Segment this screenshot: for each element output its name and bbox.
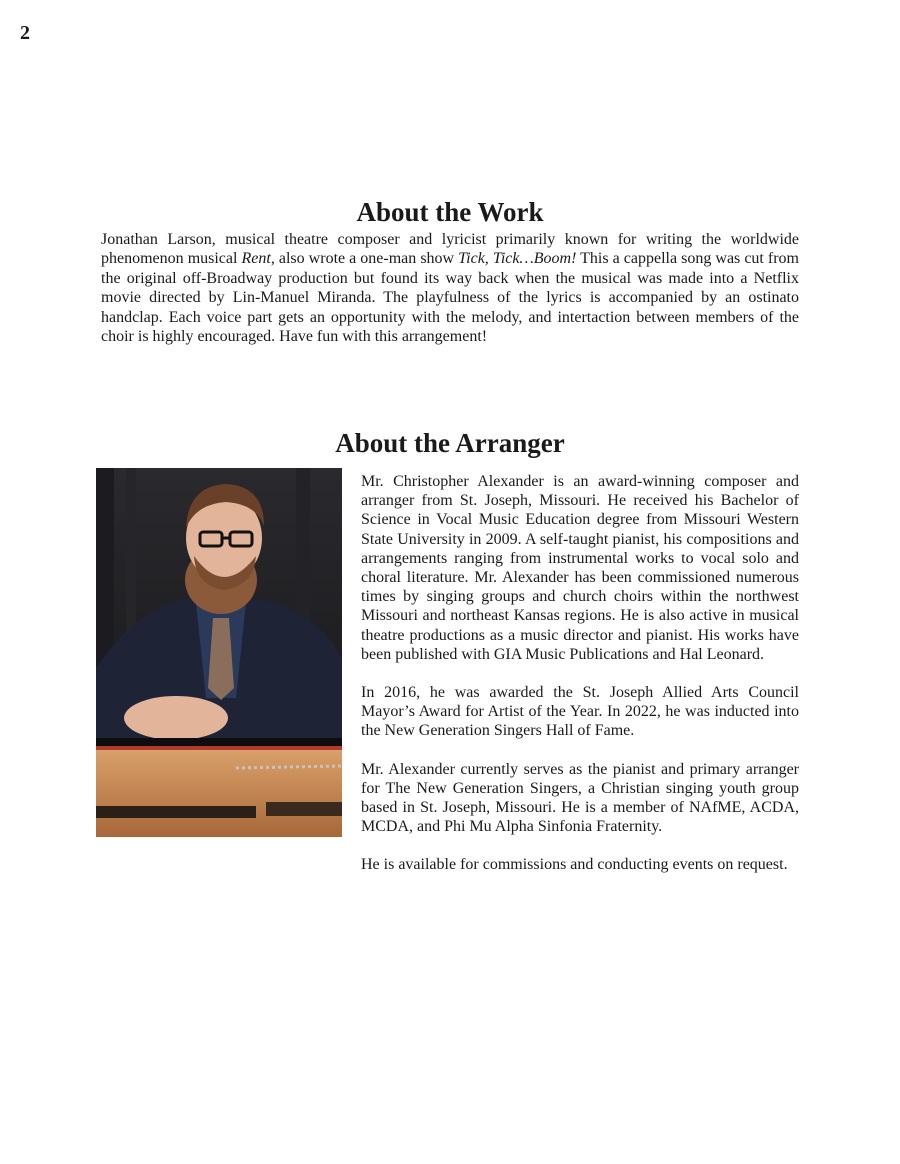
bio-paragraph-1: Mr. Christopher Alexander is an award-winning composer and arranger from St. Joseph, Missouri. He received his Bachelor of Science in Vocal Music Education degree from Missouri Western State University in 2009. A self-taught pianist, his compositions and arrangements ranging from instrumental works to vocal solo and choral literature. Mr. Alexander has been commissioned numerous times by singing groups and church choirs within the northwest Missouri and northeast Kansas regions. He is also active in musical theatre productions as a music director and pianist. His works have been published with GIA Music Publications and Hal Leonard. bbox=[361, 473, 799, 663]
page-number: 2 bbox=[20, 22, 30, 44]
about-work-text-1: Jonathan Larson, musical theatre composer and lyricist primarily known for writing the worldwide phenomenon musical bbox=[101, 231, 799, 268]
about-work-heading: About the Work bbox=[356, 197, 544, 227]
about-arranger-heading: About the Arranger bbox=[335, 428, 565, 458]
about-work-text-3: This a cappella song was cut from the original off-Broadway production but found its way back when the musical was made into a Netflix movie directed by Lin-Manuel Miranda. The playfulness of the lyrics is accompanied by an ostinato handclap. Each voice part gets an opportunity with the melody, and intertaction between members of the choir is highly encouraged. Have fun with this arrangement! bbox=[101, 250, 800, 346]
show-title: Tick, Tick…Boom! bbox=[458, 250, 577, 268]
arranger-bio bbox=[361, 472, 799, 894]
about-work-text-2: , also wrote a one-man show bbox=[270, 250, 459, 268]
bio-paragraph-2: In 2016, he was awarded the St. Joseph Allied Arts Council Mayor’s Award for Artist of the Year. In 2022, he was inducted into the New Generation Singers Hall of Fame. bbox=[361, 684, 799, 740]
bio-paragraph-3: Mr. Alexander currently serves as the pianist and primary arranger for The New Generation Singers, a Christian singing youth group based in St. Joseph, Missouri. He is a member of NAfME, ACDA, MCDA, and Phi Mu Alpha Sinfonia Fraternity. bbox=[361, 760, 799, 836]
about-work-paragraph bbox=[101, 230, 799, 346]
rent-title: Rent bbox=[241, 250, 271, 268]
bio-paragraph-4: He is available for commissions and conducting events on request. bbox=[361, 856, 788, 874]
arranger-photo bbox=[96, 468, 342, 837]
